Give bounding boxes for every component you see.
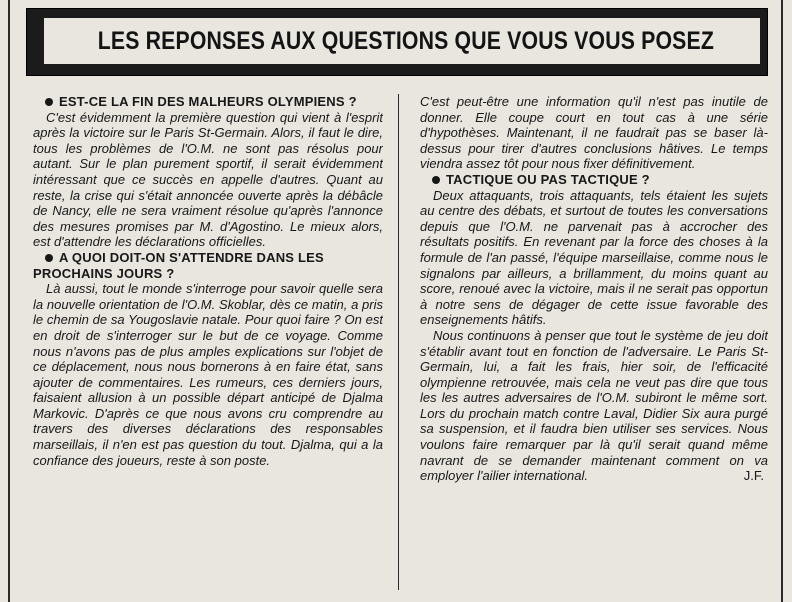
article-paragraph [420,328,768,484]
question-heading [33,94,383,110]
column-divider [398,94,399,590]
question-text: A QUOI DOIT-ON S'ATTENDRE DANS LES PROCHAINS JOURS ? [33,249,324,281]
author-signature: J.F. [743,468,764,484]
page-edge-left [8,0,10,602]
page-edge-right [781,0,783,602]
article-paragraph: Deux attaquants, trois attaquants, tels étaient les sujets au centre des débats, et surtout de toutes les conversations depuis que l'O.M. ne parvenait pas à accrocher des résultats positifs. En revenant par la force des choses à la formule de l'an passé, l'équipe marseillaise, comme nous le signalons par ailleurs, a brillamment, du moins quant au score, renoué avec la victoire, mais il ne serait pas opportun à notre sens de dégager de cette issue favorable des enseignements hâtifs. [420,187,768,328]
article-paragraph: C'est peut-être une information qu'il n'est pas inutile de donner. Elle coupe court en tout cas à une série d'hypothèses. Maintenant, il ne faudrait pas se baser là-dessus pour tirer d'autres conclusions hâtives. Le temps viendra assez tôt pour nous fixer définitivement. [420,94,768,172]
question-heading [33,250,383,281]
bullet-icon [45,98,53,106]
article-paragraph: Là aussi, tout le monde s'interroge pour savoir quelle sera la nouvelle orientation de l'O.M. Skoblar, dès ce matin, a pris le chemin de sa Yougoslavie natale. Pour quoi faire ? On est en droit de s'interroger sur le but de ce voyage. Comme nous n'avons pas de plus amples explications sur l'objet de ce déplacement, nous nous bornerons à en faire état, sans ajouter de commentaires. Les rumeurs, ces derniers jours, faisaient allusion à un possible départ anticipé de Djalma Markovic. D'après ce que nous avons cru comprendre au travers des diverses déclarations des responsables marseillais, il n'en est pas question du tout. Djalma, qui a la confiance des joueurs, reste à son poste. [33,281,383,468]
article-headline: LES REPONSES AUX QUESTIONS QUE VOUS VOUS POSEZ [97,27,715,55]
question-text: TACTIQUE OU PAS TACTIQUE ? [446,171,650,187]
bullet-icon [432,176,440,184]
bullet-icon [45,254,53,262]
question-text: EST-CE LA FIN DES MALHEURS OLYMPIENS ? [59,94,357,109]
paragraph-text: Nous continuons à penser que tout le système de jeu doit s'établir avant tout en fonction de l'adversaire. Le Paris St-Germain, lui, a fait les frais, hier soir, de l'efficacité olympienne retrouvée, mais cela ne veut pas dire que tous les les autres adversaires de l'O.M. subiront le même sort. Lors du prochain match contre Laval, Didier Six aura purgé sa suspension, et il faudra bien utiliser ses services. Nous voulons faire remarquer par là qu'il serait quand même navrant de se demander maintenant comment on va employer l'ailier international. [420,327,768,484]
article-column-left [33,94,383,594]
question-heading [420,172,768,188]
article-column-right [420,94,768,592]
article-paragraph: C'est évidemment la première question qui vient à l'esprit après la victoire sur le Paris St-Germain. Alors, il faut le dire, tous les problèmes de l'O.M. ne sont pas résolus pour autant. Sur le plan purement sportif, il serait évidemment intéressant que ce succès en appelle d'autres. Quant au reste, la crise qui s'était annoncée ouverte après la débâcle de Nancy, elle ne sera vraiment résolue qu'après l'annonce des mesures promises par M. d'Agostino. Le mieux alors, est d'attendre les déclarations officielles. [33,109,383,250]
